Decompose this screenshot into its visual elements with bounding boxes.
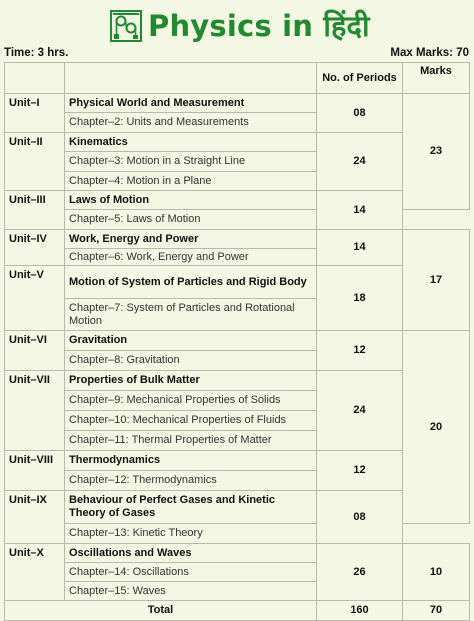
chapter-label: Chapter–13: Kinetic Theory <box>65 524 317 544</box>
chapter-label: Chapter–8: Gravitation <box>65 351 317 371</box>
periods-value: 24 <box>317 371 403 451</box>
brand-title: Physics in हिंदी <box>148 9 370 43</box>
unit-label: Unit–VI <box>5 331 65 371</box>
total-row <box>5 601 470 621</box>
table-row <box>5 371 470 391</box>
table-row <box>5 266 470 299</box>
unit-label: Unit–VIII <box>5 451 65 491</box>
marks-value: 17 <box>403 230 470 331</box>
chapter-label: Chapter–4: Motion in a Plane <box>65 172 317 191</box>
unit-title: Behaviour of Perfect Gases and Kinetic Theory of Gases <box>65 491 317 524</box>
periods-value: 18 <box>317 266 403 331</box>
table-row <box>5 133 470 152</box>
total-marks: 70 <box>403 601 470 621</box>
chapter-label: Chapter–5: Laws of Motion <box>65 210 317 230</box>
unit-label: Unit–VII <box>5 371 65 451</box>
chapter-label: Chapter–10: Mechanical Properties of Fluids <box>65 411 317 431</box>
total-periods: 160 <box>317 601 403 621</box>
marks-value: 23 <box>403 94 470 210</box>
header-marks: Marks <box>403 63 470 94</box>
unit-title: Physical World and Measurement <box>65 94 317 113</box>
chapter-label: Chapter–14: Oscillations <box>65 563 317 582</box>
unit-label: Unit–X <box>5 544 65 601</box>
chapter-label: Chapter–12: Thermodynamics <box>65 471 317 491</box>
periods-value: 24 <box>317 133 403 191</box>
table-row <box>5 94 470 113</box>
unit-title: Motion of System of Particles and Rigid Body <box>65 266 317 299</box>
pulley-logo-icon <box>110 10 142 42</box>
header-blank-unit <box>5 63 65 94</box>
syllabus-table <box>4 62 470 621</box>
chapter-label: Chapter–3: Motion in a Straight Line <box>65 152 317 172</box>
periods-value: 08 <box>317 491 403 544</box>
table-row <box>5 331 470 351</box>
unit-label: Unit–IX <box>5 491 65 544</box>
table-row <box>5 191 470 210</box>
marks-value: 20 <box>403 331 470 524</box>
chapter-label: Chapter–6: Work, Energy and Power <box>65 249 317 266</box>
chapter-label: Chapter–11: Thermal Properties of Matter <box>65 431 317 451</box>
unit-label: Unit–III <box>5 191 65 230</box>
table-row <box>5 230 470 249</box>
header-periods: No. of Periods <box>317 63 403 94</box>
table-row <box>5 491 470 524</box>
unit-title: Gravitation <box>65 331 317 351</box>
marks-value: 10 <box>403 544 470 601</box>
exam-time: Time: 3 hrs. <box>4 47 69 59</box>
unit-title: Properties of Bulk Matter <box>65 371 317 391</box>
chapter-label: Chapter–9: Mechanical Properties of Solids <box>65 391 317 411</box>
table-row <box>5 451 470 471</box>
header-blank-title <box>65 63 317 94</box>
table-header-row <box>5 63 470 94</box>
unit-title: Oscillations and Waves <box>65 544 317 563</box>
periods-value: 12 <box>317 331 403 371</box>
chapter-label: Chapter–15: Waves <box>65 582 317 601</box>
unit-title: Kinematics <box>65 133 317 152</box>
unit-title: Laws of Motion <box>65 191 317 210</box>
periods-value: 14 <box>317 230 403 266</box>
header <box>0 0 474 44</box>
chapter-label: Chapter–2: Units and Measurements <box>65 113 317 133</box>
max-marks: Max Marks: 70 <box>390 47 469 59</box>
unit-label: Unit–IV <box>5 230 65 266</box>
table-row <box>5 544 470 563</box>
total-label: Total <box>5 601 317 621</box>
unit-title: Thermodynamics <box>65 451 317 471</box>
chapter-label: Chapter–7: System of Particles and Rotational Motion <box>65 299 317 331</box>
unit-title: Work, Energy and Power <box>65 230 317 249</box>
periods-value: 26 <box>317 544 403 601</box>
periods-value: 08 <box>317 94 403 133</box>
unit-label: Unit–V <box>5 266 65 331</box>
periods-value: 12 <box>317 451 403 491</box>
periods-value: 14 <box>317 191 403 230</box>
unit-label: Unit–I <box>5 94 65 133</box>
unit-label: Unit–II <box>5 133 65 191</box>
